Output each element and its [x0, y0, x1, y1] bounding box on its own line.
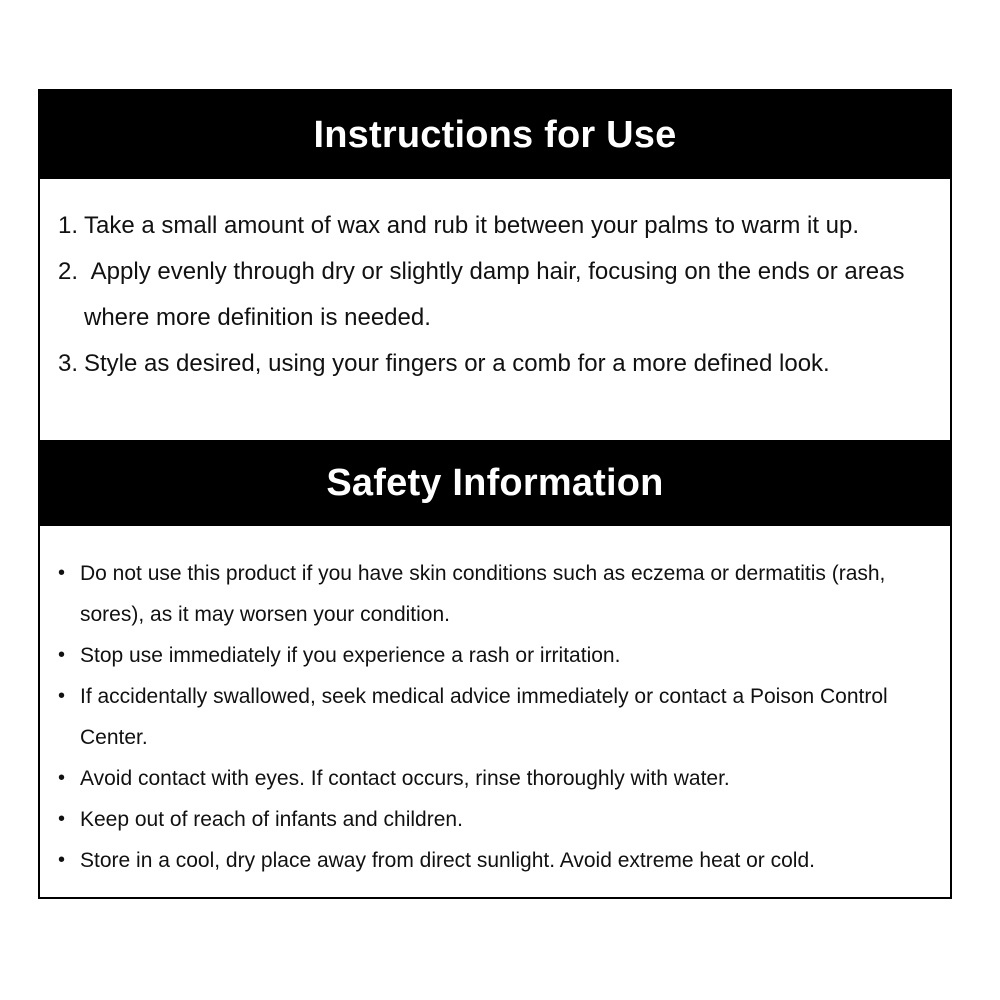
instruction-number: 3.: [58, 350, 79, 377]
bullet-icon: •: [58, 767, 66, 789]
safety-item: [58, 635, 920, 676]
safety-item: [58, 840, 920, 881]
instructions-title: Instructions for Use: [313, 113, 677, 156]
safety-text: Stop use immediately if you experience a rash or irritation.: [80, 644, 621, 667]
safety-item: [58, 676, 920, 758]
safety-text: If accidentally swallowed, seek medical advice immediately or contact a Poison Control Center.: [80, 685, 888, 749]
safety-header: [40, 440, 950, 526]
instruction-text: Take a small amount of wax and rub it between your palms to warm it up.: [84, 212, 860, 239]
product-info-card: [38, 89, 952, 899]
safety-title: Safety Information: [326, 461, 664, 504]
safety-text: Keep out of reach of infants and children.: [80, 808, 463, 831]
bullet-icon: •: [58, 562, 66, 584]
instruction-text: Apply evenly through dry or slightly damp hair, focusing on the ends or areas where more definition is needed.: [84, 258, 912, 331]
instructions-header: [40, 91, 950, 179]
instructions-list: [58, 203, 950, 387]
safety-item: [58, 553, 920, 635]
safety-item: [58, 799, 920, 840]
safety-item: [58, 758, 920, 799]
safety-text: Avoid contact with eyes. If contact occurs, rinse thoroughly with water.: [80, 767, 730, 790]
safety-list: [58, 553, 920, 881]
instruction-text: Style as desired, using your fingers or a comb for a more defined look.: [84, 350, 830, 377]
bullet-icon: •: [58, 849, 66, 871]
safety-text: Do not use this product if you have skin conditions such as eczema or dermatitis (rash, sores), as it may worsen your condition.: [80, 562, 886, 626]
instruction-item: [58, 249, 950, 341]
safety-text: Store in a cool, dry place away from direct sunlight. Avoid extreme heat or cold.: [80, 849, 815, 872]
bullet-icon: •: [58, 644, 66, 666]
instruction-item: [58, 203, 950, 249]
bullet-icon: •: [58, 685, 66, 707]
instruction-item: [58, 341, 950, 387]
bullet-icon: •: [58, 808, 66, 830]
instruction-number: 1.: [58, 212, 79, 239]
instruction-number: 2.: [58, 258, 79, 285]
